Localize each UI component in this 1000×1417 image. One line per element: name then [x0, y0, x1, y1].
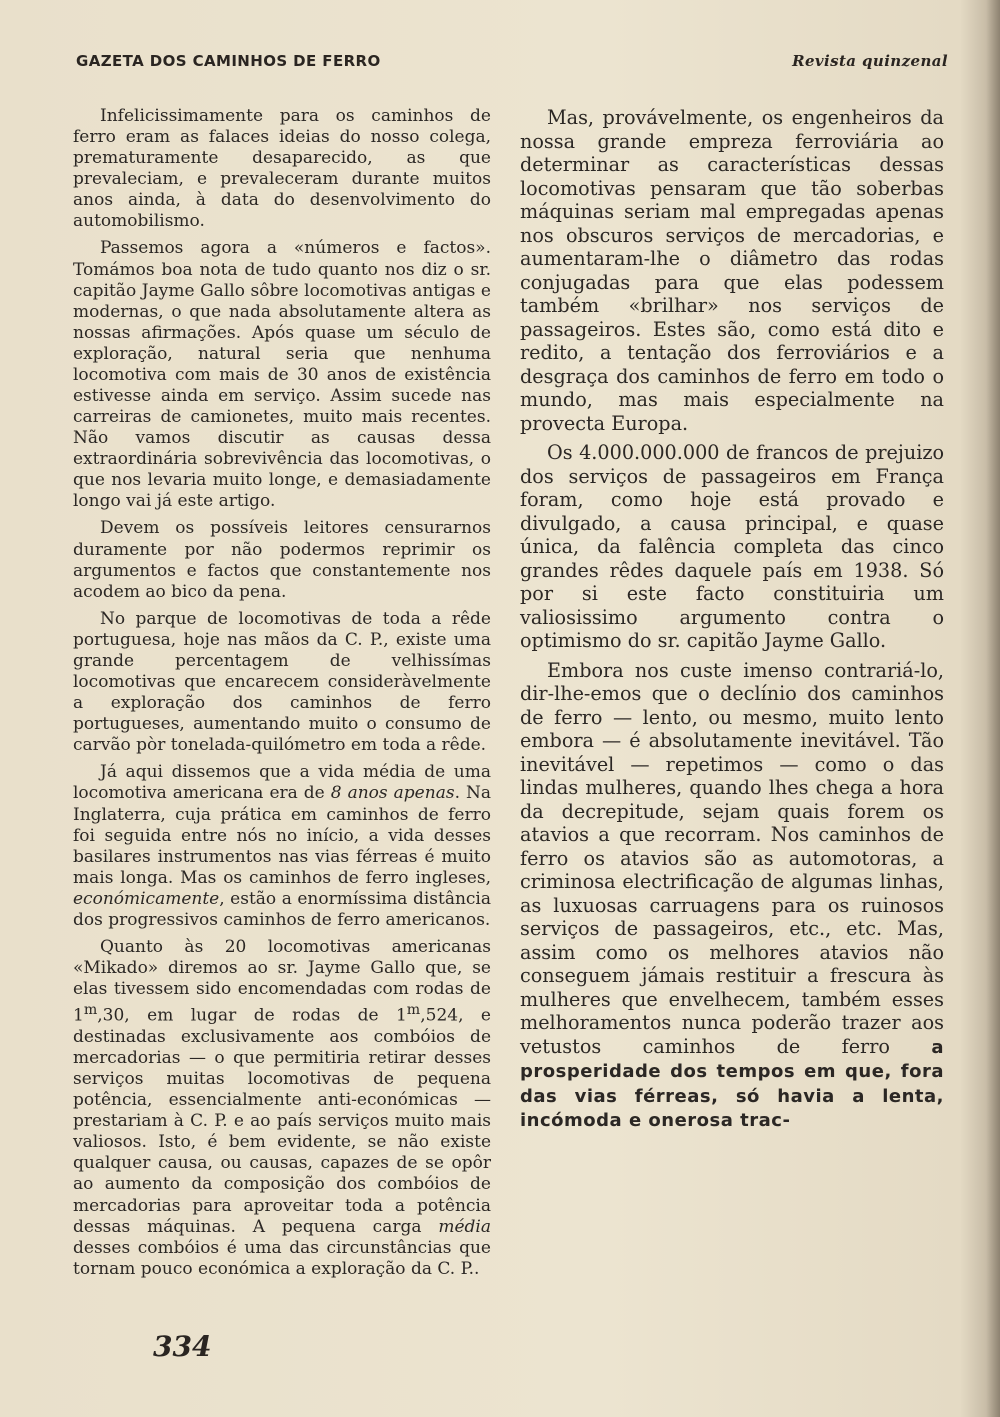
text-run: ,524, e destinadas exclusivamente aos combóios de mercadorias — o que permitiria retirar desses serviços muitas locomotivas de pequena potência, essencialmente anti-económicas — prestariam à C. P. e ao país serviços muito mais valiosos. Isto, é bem evidente, se não existe qualquer causa, ou causas, capazes de se opôr ao aumento da composição dos combóios de mercadorias para aproveitar toda a potência dessas máquinas. A pequena carga	[73, 1005, 491, 1237]
italic-text: 8 anos apenas	[330, 783, 455, 804]
paragraph: No parque de locomotivas de toda a rêde portuguesa, hoje nas mãos da C. P., existe uma grande percentagem de velhissímas locomotivas que encarecem consideràvelmente a exploração dos caminhos de ferro portugueses, aumentando muito o consumo de carvão pòr tonelada-quilómetro em toda a rêde.	[73, 608, 491, 756]
paragraph	[73, 762, 491, 931]
right-column	[520, 106, 944, 1139]
journal-title: GAZETA DOS CAMINHOS DE FERRO	[76, 52, 381, 70]
paragraph	[73, 937, 491, 1280]
text-run: Quanto às 20 locomotivas americanas «Mikado» diremos ao sr. Jayme Gallo que, se elas tivessem sido encomendadas com rodas de 1	[73, 936, 491, 1026]
superscript: m	[406, 1002, 421, 1019]
text-run: Já aqui dissemos que a vida média de uma locomotiva americana era de	[73, 762, 491, 804]
paragraph: Infelicissimamente para os caminhos de ferro eram as falaces ideias do nosso colega, prematuramente desaparecido, as que prevaleciam, e prevaleceram durante muitos anos ainda, à data do desenvolvimento do automobilismo.	[73, 106, 491, 232]
running-header	[76, 52, 948, 76]
italic-text: média	[438, 1216, 491, 1237]
italic-text: económicamente	[73, 888, 220, 909]
superscript: m	[83, 1002, 98, 1019]
journal-subtitle: Revista quinzenal	[792, 52, 948, 70]
bold-text: a prosperidade dos tempos em que, fora das vias férreas, só havia a lenta, incómoda e onerosa trac-	[520, 1036, 944, 1131]
paragraph	[520, 659, 944, 1133]
page-binding-shadow	[986, 0, 1000, 1417]
page-number: 334	[153, 1330, 212, 1363]
text-run: , estão a enormíssima distância dos progressivos caminhos de ferro americanos.	[73, 888, 491, 930]
text-run: . Na Inglaterra, cuja prática em caminhos de ferro foi seguida entre nós no início, a vida desses basilares instrumentos nas vias férreas é muito mais longa. Mas os caminhos de ferro ingleses,	[73, 783, 491, 888]
left-column	[73, 106, 491, 1286]
paragraph: Devem os possíveis leitores censurarnos duramente por não podermos reprimir os argumentos e factos que constantemente nos acodem ao bico da pena.	[73, 518, 491, 602]
text-run: ,30, em lugar de rodas de 1	[97, 1005, 407, 1026]
paragraph: Mas, provávelmente, os engenheiros da nossa grande empreza ferroviária ao determinar as características dessas locomotivas pensaram que tão soberbas máquinas seriam mal empregadas apenas nos obscuros serviços de mercadorias, e aumentaram-lhe o diâmetro das rodas conjugadas para que elas podessem também «brilhar» nos serviços de passageiros. Estes são, como está dito e redito, a tentação dos ferroviários e a desgraça dos caminhos de ferro em todo o mundo, mas mais especialmente na provecta Europa.	[520, 106, 944, 435]
text-run: desses combóios é uma das circunstâncias que tornam pouco económica a exploração da C. P..	[73, 1237, 491, 1279]
text-run: Embora nos custe imenso contrariá-lo, dir-lhe-emos que o declínio dos caminhos de ferro — lento, ou mesmo, muito lento embora — é absolutamente inevitável. Tão inevitável — repetimos — como o das lindas mulheres, quando lhes chega a hora da decrepitude, sejam quais forem os atavios a que recorram. Nos caminhos de ferro os atavios são as automotoras, a criminosa electrificação de algumas linhas, as luxuosas carruagens para os ruinosos serviços de passageiros, etc., etc. Mas, assim como os melhores atavios não conseguem jámais restituir a frescura às mulheres que envelhecem, também esses melhoramentos nunca poderão trazer aos vetustos caminhos de ferro	[520, 658, 944, 1058]
paragraph: Passemos agora a «números e factos». Tomámos boa nota de tudo quanto nos diz o sr. capitão Jayme Gallo sôbre locomotivas antigas e modernas, o que nada absolutamente altera as nossas afirmações. Após quase um século de exploração, natural seria que nenhuma locomotiva com mais de 30 anos de existência estivesse ainda em serviço. Assim sucede nas carreiras de camionetes, muito mais recentes. Não vamos discutir as causas dessa extraordinária sobrevivência das locomotivas, o que nos levaria muito longe, e demasiadamente longo vai já este artigo.	[73, 238, 491, 512]
paragraph: Os 4.000.000.000 de francos de prejuizo dos serviços de passageiros em França foram, como hoje está provado e divulgado, a causa principal, e quase única, da falência completa das cinco grandes rêdes daquele país em 1938. Só por si este facto constituiria um valiosissimo argumento contra o optimismo do sr. capitão Jayme Gallo.	[520, 441, 944, 652]
